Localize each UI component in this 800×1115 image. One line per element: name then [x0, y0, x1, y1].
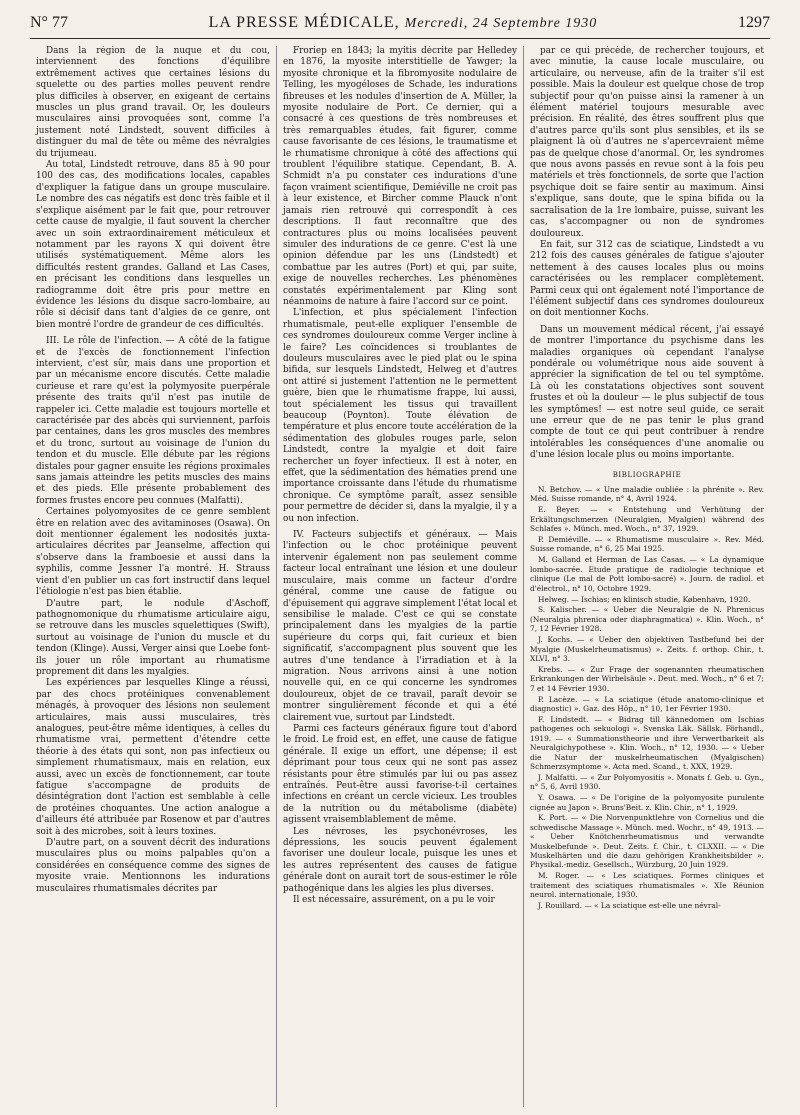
bibliography-entry: J. Malfatti. — « Zur Polyomyositis ». Monats f. Geb. u. Gyn., n° 5, 6, Avril 1930. — [530, 772, 764, 792]
bibliography-entry: Krebs. — « Zur Frage der sogenannten rheumatischen Erkrankungen der Wirbelsäule ». Deut. med. Woch., n° 6 et 7; 7 et 14 Février 1930. — [530, 664, 764, 693]
bibliography-entry: N. Betchov. — « Une maladie oubliée : la phrénite ». Rev. Méd. Suisse romande, n° 4, Avril 1924. — [530, 485, 764, 504]
page-header — [30, 14, 770, 39]
paragraph: En fait, sur 312 cas de sciatique, Lindstedt a vu 212 fois des causes générales de fatigue s'ajouter nettement à des causes locales plus ou moins caractérisées ou les remplacer complètement. Parmi ceux qui ont également noté l'importance de l'élément subjectif dans ces syndromes douloureux on doit mentionner Kochs. — [530, 239, 764, 319]
paragraph: Dans un mouvement médical récent, j'ai essayé de montrer l'importance du psychisme dans les maladies organiques où cependant l'analyse pondérale ou volumétrique nous aide souvent à apprécier la signification de tel ou tel symptôme. Là où les constatations objectives sont souvent frustes et où la douleur — le plus subjectif de tous les symptômes! — est notre seul guide, ce serait une erreur que de ne pas tenir le plus grand compte de tout ce qui peut contribuer à rendre intolérables les conséquences d'une anomalie ou d'une lésion locale plus ou moins importante. — [530, 324, 764, 461]
bibliography-entry: K. Port. — « Die Norvenpunktlehre von Cornelius und die schwedische Massage ». Münch. med. Wochr., n° 49, 1913. — « Ueber Knötchenrheumatismus und verwandte Muskelbefunde ». Deut. Zeits. f. Chir., t. CLXXII. — « Die Muskelhärten und die dazu gehörigen Krankheitsbilder ». Physikal.-mediz. Gesellsch., Würzburg, 20 Juin 1929. — [530, 813, 764, 870]
paragraph: L'infection, et plus spécialement l'infection rhumatismale, peut-elle expliquer l'ensemble de ces syndromes douloureux comme Verger incline à le faire? Les coïncidences si troublantes de douleurs musculaires avec le pied plat ou le spina bifida, sur lesquels Lindstedt, Helweg et d'autres ont attiré si justement l'attention ne le permettent guère, bien que le rhumatisme frappe, lui aussi, tout spécialement les tissus qui travaillent beaucoup (Poynton). Toute élévation de température et plus encore toute accélération de la sédimentation des globules rouges parle, selon Lindstedt, contre la myalgie et doit faire rechercher un foyer infectieux. Il est à noter, en effet, que la sédimentation des hématies prend une importance croissante dans l'étude du rhumatisme chronique. Ce symptôme paraît, assez sensible pour permettre de décider si, dans la myalgie, il y a ou non infection. — [283, 308, 517, 524]
issue-date: Mercredi, 24 Septembre 1930 — [404, 16, 598, 31]
paragraph: Froriep en 1843; la myitis décrite par Helledey en 1876, la myosite interstitielle de Yawger; la myosite chronique et la fibromyosite nodulaire de Telling, les myogéloses de Schade, les indurations fibreuses et les nodules d'insertion de A. Müller, la myosite nodulaire de Port. Ce dernier, qui a consacré à ces questions de très nombreuses et très remarquables études, fait figurer, comme cause favorisante de ces lésions, le traumatisme et le rhumatisme chronique à côté des affections qui troublent l'équilibre statique. Cependant, B. A. Schmidt n'a pu constater ces indurations d'une façon vraiment scientifique, Demiéville ne croit pas à leur existence, et Bircher comme Plauck n'ont jamais rien retrouvé qui correspondît à ces descriptions. Il faut reconnaître que des contractures plus ou moins localisées peuvent simuler des indurations de ce genre. C'est là une opinion défendue par les uns (Lindstedt) et combattue par les autres (Port) et qui, par suite, exige de nouvelles recherches. Les phénomènes constatés expérimentalement par Kling sont néanmoins de nature à faire l'accord sur ce point. — [283, 46, 517, 307]
paragraph: par ce qui précède, de rechercher toujours, et avec minutie, la cause locale musculaire, ou articulaire, ou nerveuse, afin de la traiter s'il est possible. Mais la douleur est quelque chose de trop subjectif pour qu'on puisse ainsi la ramener à un élément matériel toujours mesurable avec précision. En réalité, des êtres souffrent plus que d'autres parce qu'ils sont plus sensibles, et ils se plaignent là où d'autres ne s'apercevraient même pas de quelque chose d'anormal. Or, les syndromes que nous avons passés en revue sont à la fois peu matériels et très fonctionnels, de sorte que l'action psychique doit se faire sentir au maximum. Ainsi s'explique, sans doute, que le spina bifida ou la sacralisation de la 1re lombaire, puisse, suivant les cas, s'accompagner ou non de syndromes douloureux. — [530, 46, 764, 239]
paragraph: D'autre part, le nodule d'Aschoff, pathognomonique du rhumatisme articulaire aigu, se retrouve dans les muscles squelettiques (Swift), surtout au voisinage de l'union du muscle et du tendon (Klinge). Aussi, Verger ainsi que Loebe font-ils jouer un rôle important au rhumatisme proprement dit dans les myalgies. — [36, 598, 270, 677]
bibliography-entry: E. Beyer. — « Entstehung und Verhütung der Erkältungschmerzen (Neuralgien, Myalgien) während des Schlafes ». Münch. med. Woch., n° 37, 1929. — [530, 505, 764, 534]
paragraph: IV. Facteurs subjectifs et généraux. — Mais l'infection ou le choc protéinique peuvent intervenir également non pas seulement comme facteur local entraînant une lésion et une douleur musculaire, mais comme un facteur d'ordre général, comme une cause de fatigue ou d'épuisement qui aggrave simplement l'état local et sensibilise le malade. C'est ce qui se constate principalement dans les myalgies de la partie supérieure du corps qui, fait curieux et bien significatif, s'accompagnent plus souvent que les autres d'une tendance à l'irradiation et à la migration. Nous arrivons ainsi à une notion nouvelle qui, en ce qui concerne les syndromes douloureux, objet de ce travail, paraît devoir se montrer singulièrement féconde et qui a été clairement vue, surtout par Lindstedt. — [283, 530, 517, 723]
journal-title-line — [209, 14, 598, 32]
text-columns — [30, 46, 770, 1107]
bibliography-entry: M. Galland et Herman de Las Casas. — « La dynamique lombo-sacrée. Etude pratique de radiologie technique et clinique (Le mal de Pott lombo-sacré) ». Journ. de radiol. et d'électrol., n° 10, Octobre 1929. — [530, 555, 764, 593]
paragraph: Dans la région de la nuque et du cou, interviennent des fonctions d'équilibre extrêmement actives que certaines lésions du squelette ou des parties molles peuvent rendre plus difficiles à observer, en exigeant de certains muscles un plus grand travail. Or, les douleurs musculaires ainsi provoquées sont, comme l'a justement noté Lindstedt, souvent difficiles à distinguer du mal de tête ou même des névralgies du trijumeau. — [36, 46, 270, 159]
page-number: 1297 — [738, 14, 770, 31]
bibliography-entry: J. Kochs. — « Ueber den objektiven Tastbefund bei der Myalgie (Muskelrheumatismus) ». Zeits. f. orthop. Chir., t. XLVI, n° 3. — [530, 635, 764, 663]
column-right-body — [530, 46, 764, 462]
paragraph: III. Le rôle de l'infection. — A côté de la fatigue et de l'excès de fonctionnement l'infection intervient, c'est sûr, mais dans une proportion et par un mécanisme encore discutés. Cette maladie curieuse et rare qu'est la polymyosite puerpérale présente des traits qu'il n'est pas inutile de rappeler ici. Cette maladie est toujours mortelle et caractérisée par des abcès qui surviennent, parfois par centaines, dans les gros muscles des membres et du tronc, surtout au voisinage de l'union du tendon et du muscle. Elle débute par les régions distales pour gagner ensuite les régions proximales sans jamais atteindre les petits muscles des mains et des pieds. Elle présente probablement des formes frustes encore peu connues (Malfatti). — [36, 336, 270, 506]
bibliography-list — [530, 485, 764, 910]
paragraph: Certaines polyomyosites de ce genre semblent être en relation avec des avitaminoses (Osawa). On doit mentionner également les nodosités juxta-articulaires décrites par Jeanselme, affection qui s'observe dans la framboesie et aussi dans la syphilis, comme Jessner l'a montré. H. Strauss vient d'en publier un cas fort instructif dans lequel l'étiologie n'est pas bien établie. — [36, 507, 270, 598]
bibliography-entry: J. Rouillard. — « La sciatique est-elle une névral- — [538, 901, 721, 911]
bibliography-entry: P. Demiéville. — « Rhumatisme musculaire ». Rev. Méd. Suisse romande, n° 6, 25 Mai 1925. — [530, 535, 764, 554]
bibliography-entry: Helweg. — Ischias; en klinisch studie, København, 1920. — [538, 594, 751, 604]
paragraph: Les névroses, les psychonévroses, les dépressions, les soucis peuvent également favoriser une douleur locale, puisque les unes et les autres représentent des causes de fatigue générale dont on aurait tort de sous-estimer le rôle pathogénique dans les algies les plus diverses. — [283, 826, 517, 894]
bibliography-entry: Y. Osawa. — « De l'origine de la polyomyosite purulente cignée au Japon ». Bruns'Beit. z. Klin. Chir., n° 1, 1929. — [530, 793, 764, 812]
paragraph: Il est nécessaire, assurément, on a pu le voir — [293, 895, 495, 906]
column-left — [30, 46, 276, 1107]
bibliography-title: BIBLIOGRAPHIE — [612, 470, 682, 479]
paragraph: D'autre part, on a souvent décrit des indurations musculaires plus ou moins palpables qu'on a considérées en conséquence comme des signes de myosite vraie. Mentionnons les indurations musculaires rhumatismales décrites par — [36, 838, 270, 894]
paragraph: Les expériences par lesquelles Klinge a réussi, par des chocs protéiniques convenablement ménagés, à provoquer des lésions non seulement articulaires, mais aussi musculaires, très analogues, peut-être même identiques, à celles du rhumatisme vrai, permettent d'étendre cette théorie à des états qui sont, non pas infectieux ou simplement rhumatismaux, mais en relation, eux aussi, avec un excès de fonctionnement, car toute fatigue s'accompagne de produits de désintégration dont l'action est semblable à celle de protéines choquantes. Une action analogue a d'ailleurs été attribuée par Rosenow et par d'autres soit à des microbes, soit à leurs toxines. — [36, 678, 270, 837]
bibliography-entry: M. Roger. — « Les sciatiques. Formes cliniques et traitement des sciatiques rhumatismales ». XIe Réunion neurol. internationale, 1930. — [530, 871, 764, 900]
bibliography-entry: F. Lindstedt. — « Bidrag till kännedomen om Ischias pathogenes och sekuologi ». Svenska Läk. Sällsk. Förhandl., 1919. — « Summationstheorie und ihre Verwertbarkeit als Neuralgichypothese ». Klin. Woch., n° 12, 1930. — « Ueber die Natur der muskelrheumatischen (Myalgischen) Schmerzsymptome ». Acta med. Scand., t. XXX, 1929. — [530, 714, 764, 771]
bibliography-entry: S. Kalischer. — « Ueber die Neuralgie de N. Phrenicus (Neuralgia phrenica oder diaphragmatica) ». Klin. Woch., n° 7, 12 Février 1928. — [530, 605, 764, 634]
bibliography-entry: P. Lacèze. — « La sciatique (étude anatomo-clinique et diagnostic) ». Gaz. des Hôp., n° 10, 1er Février 1930. — [530, 694, 764, 713]
paragraph: Au total, Lindstedt retrouve, dans 85 à 90 pour 100 des cas, des modifications locales, capables d'expliquer la fatigue dans un groupe musculaire. Le nombre des cas négatifs est donc très faible et il s'explique aisément par le fait que, pour retrouver cette cause de myalgie, il faut souvent la chercher avec un soin extraordinairement méticuleux et notamment par les rayons X qui doivent être utilisés systématiquement. Même alors les difficultés restent grandes. Galland et Las Cases, en précisant les conditions dans lesquelles un radiogramme doit être pris pour mettre en évidence les lésions du disque sacro-lombaire, au rôle si décisif dans tant d'algies de ce genre, ont bien montré l'ordre de grandeur de ces difficultés. — [36, 160, 270, 330]
journal-title: LA PRESSE MÉDICALE, — [208, 14, 400, 31]
paragraph: Parmi ces facteurs généraux figure tout d'abord le froid. Le froid est, en effet, une cause de fatigue générale. Il exige un effort, une dépense; il est déprimant pour tous ceux qui ne sont pas assez résistants pour être stimulés par lui ou pas assez entraînés. Peut-être aussi favorise-t-il certaines infections en créant un cercle vicieux. Les troubles de la nutrition ou du métabolisme (diabète) agissent vraisemblablement de même. — [283, 723, 517, 826]
column-right — [523, 46, 770, 1107]
column-middle — [276, 46, 523, 1107]
issue-number: N° 77 — [30, 14, 68, 31]
